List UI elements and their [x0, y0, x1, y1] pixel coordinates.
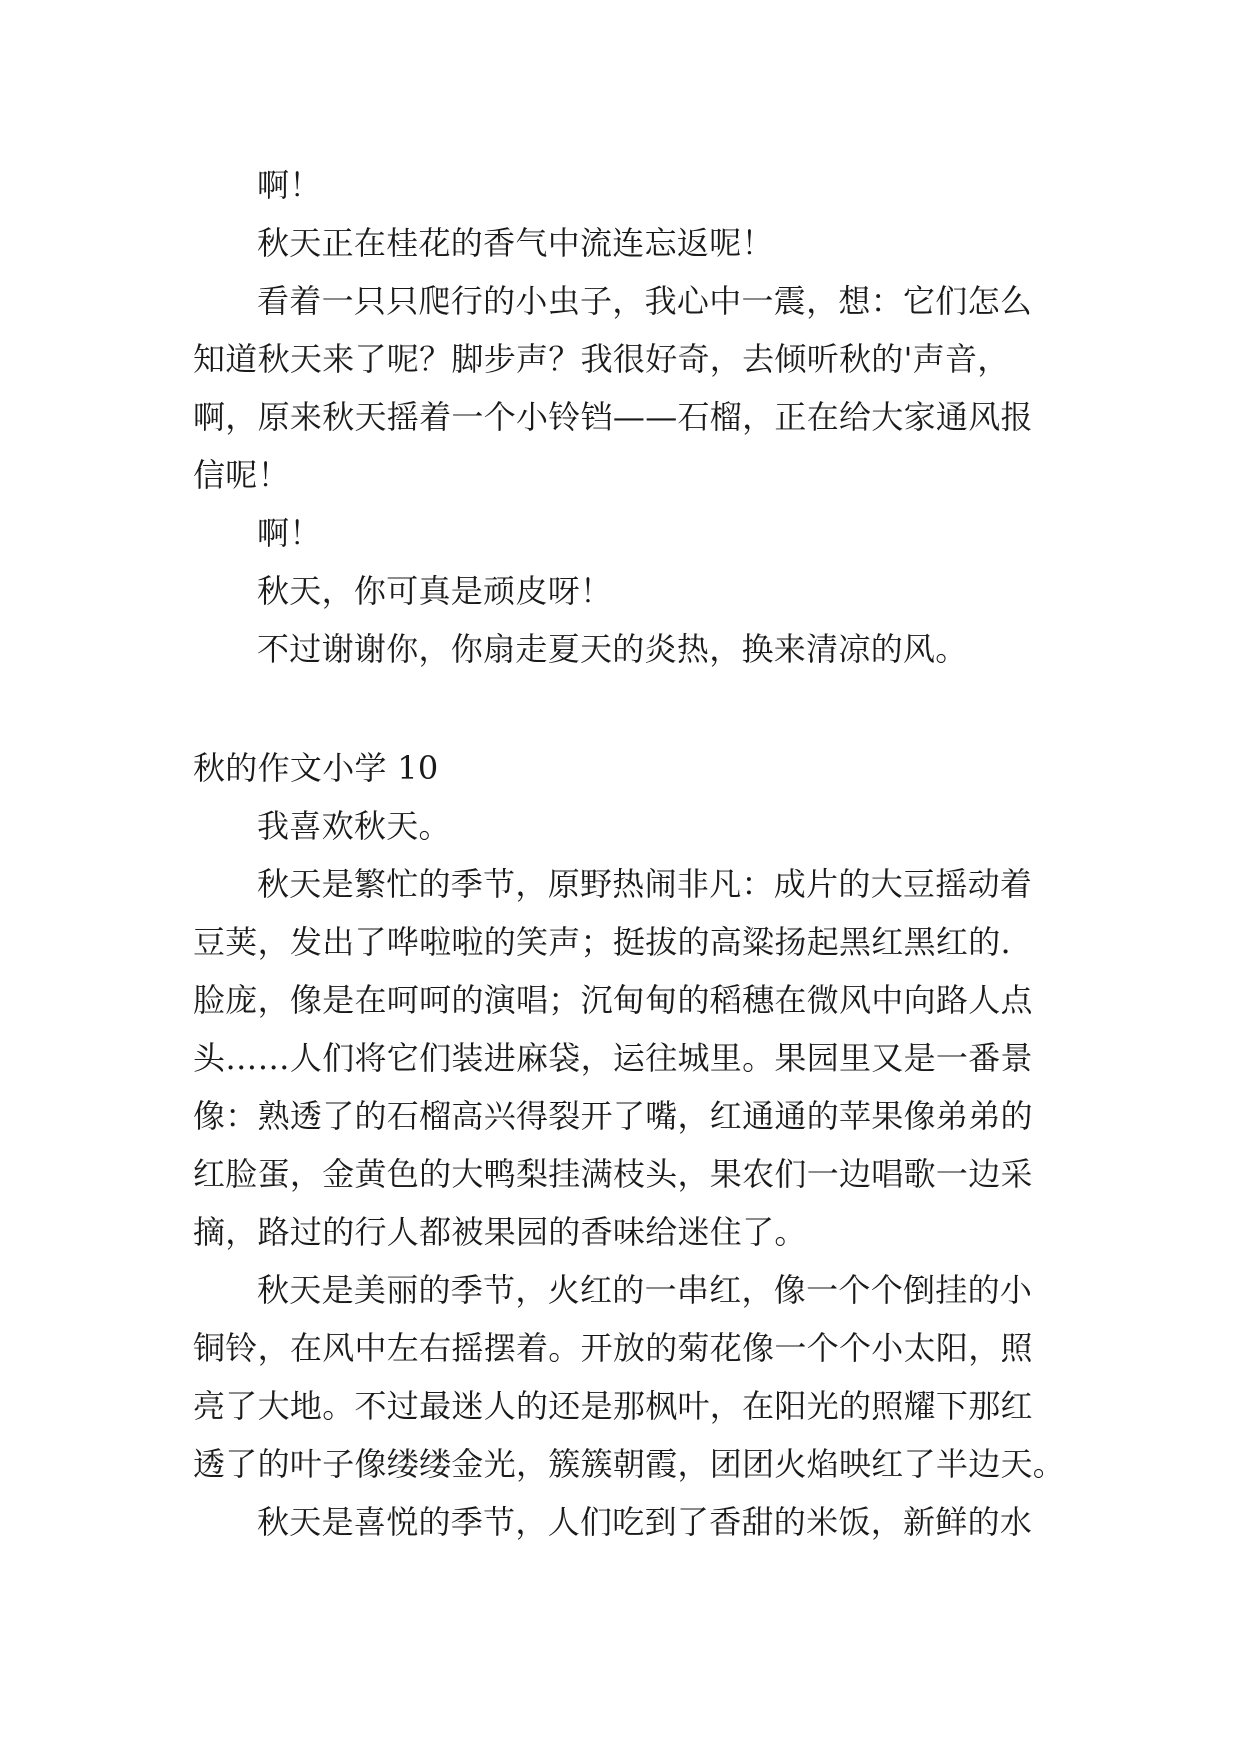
paragraph-line: 透了的叶子像缕缕金光，簇簇朝霞，团团火焰映红了半边天。 [193, 1445, 1066, 1483]
paragraph-line: 知道秋天来了呢？脚步声？我很好奇，去倾听秋的'声音， [193, 340, 1010, 378]
paragraph-line: 秋天是繁忙的季节，原野热闹非凡：成片的大豆摇动着 [257, 865, 1033, 903]
paragraph-line: 脸庞，像是在呵呵的演唱；沉甸甸的稻穗在微风中向路人点 [193, 981, 1033, 1019]
paragraph-line: 亮了大地。不过最迷人的还是那枫叶，在阳光的照耀下那红 [193, 1387, 1033, 1425]
paragraph-line: 看着一只只爬行的小虫子，我心中一震，想：它们怎么 [257, 282, 1033, 320]
paragraph-line: 秋天是喜悦的季节，人们吃到了香甜的米饭，新鲜的水 [257, 1503, 1033, 1541]
paragraph-line: 豆荚，发出了哗啦啦的笑声；挺拔的高粱扬起黑红黑红的. [193, 923, 1011, 961]
paragraph-line: 秋天，你可真是顽皮呀！ [257, 572, 613, 610]
paragraph-line: 不过谢谢你，你扇走夏天的炎热，换来清凉的风。 [257, 630, 968, 668]
section-title: 秋的作文小学 10 [193, 749, 439, 787]
paragraph-line: 我喜欢秋天。 [257, 807, 451, 845]
paragraph-line: 啊！ [257, 166, 322, 204]
paragraph-line: 秋天正在桂花的香气中流连忘返呢！ [257, 224, 774, 262]
paragraph-line: 头……人们将它们装进麻袋，运往城里。果园里又是一番景 [193, 1039, 1033, 1077]
paragraph-line: 信呢！ [193, 456, 290, 494]
paragraph-line: 像：熟透了的石榴高兴得裂开了嘴，红通通的苹果像弟弟的 [193, 1097, 1033, 1135]
paragraph-line: 红脸蛋，金黄色的大鸭梨挂满枝头，果农们一边唱歌一边采 [193, 1155, 1033, 1193]
paragraph-line: 秋天是美丽的季节，火红的一串红，像一个个倒挂的小 [257, 1271, 1033, 1309]
paragraph-line: 摘，路过的行人都被果园的香味给迷住了。 [193, 1213, 807, 1251]
paragraph-line: 啊！ [257, 514, 322, 552]
paragraph-line: 啊，原来秋天摇着一个小铃铛——石榴，正在给大家通风报 [193, 398, 1033, 436]
paragraph-line: 铜铃，在风中左右摇摆着。开放的菊花像一个个小太阳，照 [193, 1329, 1033, 1367]
